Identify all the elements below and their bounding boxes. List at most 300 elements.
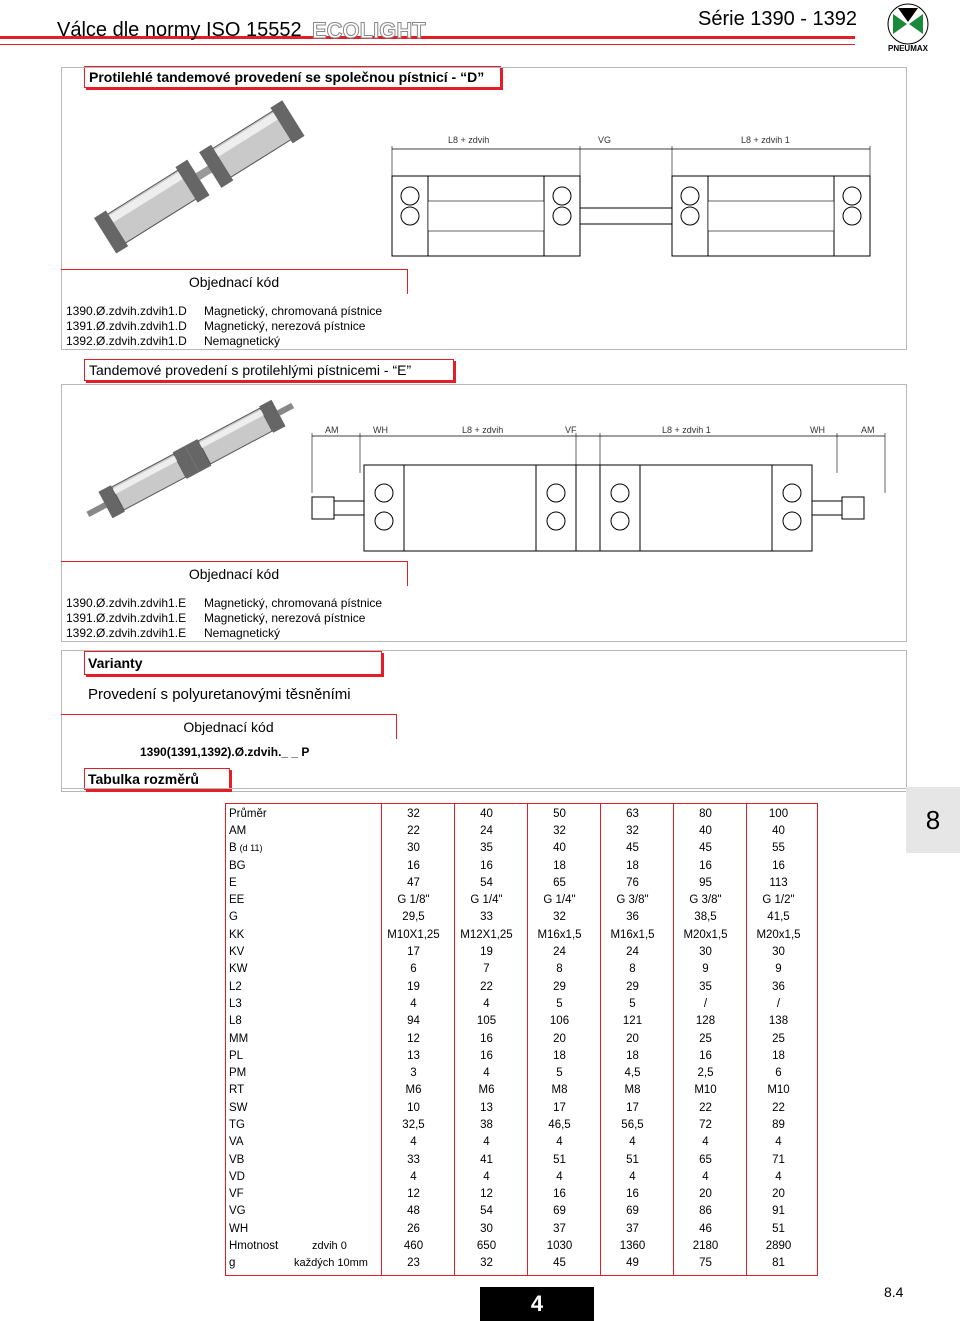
tandem-e-drawing	[300, 433, 900, 563]
table-cell: 16	[480, 1049, 493, 1062]
table-cell: 20	[553, 1032, 566, 1045]
dim-wh: WH	[810, 425, 825, 435]
table-cell: 40	[699, 824, 712, 837]
table-cell: 4	[483, 1170, 490, 1183]
table-cell: 63	[626, 807, 639, 820]
table-cell: 4,5	[624, 1067, 641, 1080]
table-cell: 8	[556, 963, 563, 976]
table-cell: M6	[405, 1084, 422, 1097]
table-cell: 29	[626, 980, 639, 993]
tandem-d-drawing	[380, 146, 890, 261]
section-e-order-header: Objednací kód	[61, 561, 408, 586]
table-cell: 26	[407, 1222, 420, 1235]
row-label-text: L2	[229, 980, 242, 993]
table-cell: 36	[626, 911, 639, 924]
table-cell: 650	[476, 1240, 497, 1253]
row-label-text: SW	[229, 1101, 248, 1114]
table-cell: G 1/2"	[762, 894, 795, 907]
table-cell: 32	[480, 1257, 493, 1270]
table-cell: G 1/4"	[470, 894, 503, 907]
table-cell: G 1/8"	[397, 894, 430, 907]
section-e-order-list	[66, 596, 382, 641]
table-cell: 128	[695, 1015, 716, 1028]
row-label	[227, 909, 377, 926]
table-cell: 6	[775, 1067, 782, 1080]
table-cell: 16	[407, 859, 420, 872]
row-label-text: VG	[229, 1205, 246, 1218]
table-cell: 5	[556, 997, 563, 1010]
row-label-text: G	[229, 911, 238, 924]
table-cell: 16	[553, 1188, 566, 1201]
table-cell: 30	[407, 842, 420, 855]
table-cell: 38	[480, 1118, 493, 1131]
dimensions-table	[227, 805, 815, 1272]
row-label	[227, 874, 377, 891]
table-cell: 4	[483, 997, 490, 1010]
row-label-text: EE	[229, 894, 245, 907]
page-header	[0, 0, 960, 58]
table-title: Tabulka rozměrů	[88, 771, 199, 787]
table-cell: 30	[480, 1222, 493, 1235]
table-cell: 4	[410, 1136, 417, 1149]
row-label	[227, 822, 377, 839]
table-cell: 5	[556, 1067, 563, 1080]
dim-l8-zdvih1: L8 + zdvih 1	[662, 425, 711, 435]
table-cell: 8	[629, 963, 636, 976]
row-label	[227, 1237, 377, 1254]
tandem-d-photo	[90, 100, 310, 260]
table-cell: 105	[476, 1015, 497, 1028]
order-line	[66, 304, 382, 319]
row-label	[227, 1203, 377, 1220]
table-cell: G 1/4"	[543, 894, 576, 907]
row-label	[227, 961, 377, 978]
row-label-text: VF	[229, 1188, 244, 1201]
row-label-text: VD	[229, 1170, 245, 1183]
table-row	[227, 857, 815, 874]
table-cell: 36	[772, 980, 785, 993]
table-cell: M20x1,5	[683, 928, 728, 941]
row-label-text: Hmotnost	[229, 1240, 279, 1253]
table-cell: 18	[626, 1049, 639, 1062]
row-label-text: KW	[229, 963, 248, 976]
table-cell: 22	[407, 824, 420, 837]
table-cell: 9	[775, 963, 782, 976]
table-cell: 16	[699, 1049, 712, 1062]
row-label	[227, 1255, 377, 1272]
table-row	[227, 1186, 815, 1203]
table-row	[227, 909, 815, 926]
table-cell: 51	[553, 1153, 566, 1166]
table-cell: 41	[480, 1153, 493, 1166]
table-title-box	[84, 768, 230, 790]
dim-wh: WH	[373, 425, 388, 435]
table-cell: 5	[629, 997, 636, 1010]
table-cell: 32	[626, 824, 639, 837]
table-cell: 25	[699, 1032, 712, 1045]
order-code: 1390.Ø.zdvih.zdvih1.D	[66, 304, 187, 318]
table-cell: 12	[407, 1032, 420, 1045]
variants-title: Varianty	[88, 655, 143, 671]
order-code: 1391.Ø.zdvih.zdvih1.E	[66, 611, 187, 625]
section-d-title: Protilehlé tandemové provedení se společnou pístnicí - “D”	[89, 69, 485, 85]
row-label	[227, 1134, 377, 1151]
table-cell: 45	[699, 842, 712, 855]
row-label	[227, 840, 377, 857]
table-cell: 32,5	[402, 1118, 425, 1131]
row-label-text: WH	[229, 1222, 249, 1235]
row-label	[227, 1220, 377, 1237]
table-row	[227, 1116, 815, 1133]
table-cell: 30	[699, 946, 712, 959]
series-label: Série 1390 - 1392	[698, 8, 858, 30]
table-row	[227, 840, 815, 857]
table-section-rule	[61, 788, 907, 789]
table-cell: M20x1,5	[756, 928, 801, 941]
table-cell: 76	[626, 876, 639, 889]
table-cell: 86	[699, 1205, 712, 1218]
table-row	[227, 1237, 815, 1254]
variants-order-header: Objednací kód	[61, 714, 397, 739]
row-label	[227, 1013, 377, 1030]
table-cell: 40	[772, 824, 785, 837]
table-cell: 18	[772, 1049, 785, 1062]
row-sublabel: zdvih 0	[312, 1240, 347, 1253]
section-d-order-list	[66, 304, 382, 349]
table-cell: G 3/8"	[689, 894, 722, 907]
table-cell: 89	[772, 1118, 785, 1131]
table-row	[227, 1255, 815, 1272]
table-cell: 37	[553, 1222, 566, 1235]
table-cell: 13	[480, 1101, 493, 1114]
row-label-text: E	[229, 876, 237, 889]
table-cell: 55	[772, 842, 785, 855]
page-box: 4	[480, 1287, 594, 1321]
table-cell: 94	[407, 1015, 420, 1028]
page-number: 8.4	[884, 1284, 904, 1300]
table-cell: 56,5	[621, 1118, 644, 1131]
page-title: Válce dle normy ISO 15552	[57, 19, 302, 41]
table-cell: 3	[410, 1067, 417, 1080]
table-cell: 69	[553, 1205, 566, 1218]
table-row	[227, 822, 815, 839]
table-row	[227, 891, 815, 908]
table-cell: 48	[407, 1205, 420, 1218]
table-cell: 18	[553, 1049, 566, 1062]
dim-am: AM	[325, 425, 339, 435]
table-cell: 20	[699, 1188, 712, 1201]
row-label-note: (d 11)	[239, 843, 263, 854]
table-cell: 16	[480, 1032, 493, 1045]
order-code: 1390.Ø.zdvih.zdvih1.E	[66, 596, 187, 610]
row-label	[227, 926, 377, 943]
table-row	[227, 805, 815, 822]
table-cell: 29	[553, 980, 566, 993]
table-cell: 4	[629, 1170, 636, 1183]
pneumax-logo	[857, 0, 960, 54]
table-cell: 35	[699, 980, 712, 993]
order-line	[66, 319, 382, 334]
table-cell: M12X1,25	[460, 928, 513, 941]
table-cell: 4	[702, 1170, 709, 1183]
table-cell: 20	[626, 1032, 639, 1045]
table-row	[227, 1030, 815, 1047]
table-cell: M10	[694, 1084, 717, 1097]
row-label-text: MM	[229, 1032, 249, 1045]
ecolight-logo	[310, 16, 450, 44]
order-line	[66, 611, 382, 626]
table-cell: 17	[407, 946, 420, 959]
section-e-title-box	[84, 359, 454, 381]
table-cell: 37	[626, 1222, 639, 1235]
table-row	[227, 1082, 815, 1099]
row-label-text: AM	[229, 824, 247, 837]
table-cell: 40	[553, 842, 566, 855]
table-cell: 38,5	[694, 911, 717, 924]
table-cell: 16	[699, 859, 712, 872]
table-row	[227, 1168, 815, 1185]
table-cell: 1360	[619, 1240, 646, 1253]
row-sublabel: každých 10mm	[294, 1257, 368, 1270]
row-label	[227, 943, 377, 960]
table-cell: 12	[407, 1188, 420, 1201]
table-cell: G 3/8"	[616, 894, 649, 907]
table-cell: 33	[407, 1153, 420, 1166]
tandem-e-photo	[78, 398, 303, 538]
ecolight-logo-text: ECOLIGHT	[312, 18, 426, 43]
table-cell: 16	[772, 859, 785, 872]
table-cell: 45	[626, 842, 639, 855]
table-cell: 7	[483, 963, 490, 976]
table-cell: 2890	[765, 1240, 792, 1253]
row-label-text: g	[229, 1257, 236, 1270]
row-label-text: RT	[229, 1084, 245, 1097]
table-cell: 40	[480, 807, 493, 820]
table-row	[227, 1013, 815, 1030]
row-label-text: Průměr	[229, 807, 267, 820]
table-cell: 54	[480, 1205, 493, 1218]
table-cell: 81	[772, 1257, 785, 1270]
table-cell: 4	[483, 1136, 490, 1149]
order-desc: Magnetický, nerezová pístnice	[204, 611, 366, 625]
table-cell: 49	[626, 1257, 639, 1270]
table-cell: 32	[407, 807, 420, 820]
order-line	[66, 334, 382, 349]
table-cell: 22	[772, 1101, 785, 1114]
table-cell: M8	[624, 1084, 641, 1097]
table-cell: 100	[768, 807, 789, 820]
table-cell: 2,5	[697, 1067, 714, 1080]
row-label	[227, 978, 377, 995]
row-label-text: VA	[229, 1136, 244, 1149]
table-cell: /	[703, 997, 708, 1010]
table-cell: 91	[772, 1205, 785, 1218]
row-label	[227, 1099, 377, 1116]
table-cell: 4	[775, 1136, 782, 1149]
table-cell: 18	[553, 859, 566, 872]
table-cell: 1030	[546, 1240, 573, 1253]
table-cell: 13	[407, 1049, 420, 1062]
row-label	[227, 1168, 377, 1185]
table-cell: 138	[768, 1015, 789, 1028]
table-cell: 29,5	[402, 911, 425, 924]
table-cell: 45	[553, 1257, 566, 1270]
order-desc: Magnetický, nerezová pístnice	[204, 319, 366, 333]
table-cell: 47	[407, 876, 420, 889]
table-cell: 24	[626, 946, 639, 959]
order-desc: Magnetický, chromovaná pístnice	[204, 596, 383, 610]
table-cell: 95	[699, 876, 712, 889]
table-cell: 35	[480, 842, 493, 855]
order-desc: Magnetický, chromovaná pístnice	[204, 304, 383, 318]
table-cell: 22	[480, 980, 493, 993]
table-cell: 51	[772, 1222, 785, 1235]
row-label-text: KK	[229, 928, 245, 941]
table-cell: 24	[480, 824, 493, 837]
header-rule-thin	[0, 44, 855, 45]
table-cell: 23	[407, 1257, 420, 1270]
table-cell: 18	[626, 859, 639, 872]
row-label-text: L8	[229, 1015, 242, 1028]
row-label-text: TG	[229, 1118, 245, 1131]
row-label	[227, 1082, 377, 1099]
row-label	[227, 1030, 377, 1047]
table-cell: 75	[699, 1257, 712, 1270]
table-row	[227, 943, 815, 960]
row-label-text: L3	[229, 997, 242, 1010]
row-label-text: B	[229, 842, 237, 855]
order-desc: Nemagnetický	[204, 626, 281, 640]
row-label	[227, 1186, 377, 1203]
order-code: 1392.Ø.zdvih.zdvih1.E	[66, 626, 187, 640]
table-row	[227, 926, 815, 943]
row-label-text: BG	[229, 859, 246, 872]
table-cell: 80	[699, 807, 712, 820]
table-row	[227, 1064, 815, 1081]
row-label-text: PL	[229, 1049, 244, 1062]
table-cell: 41,5	[767, 911, 790, 924]
table-cell: M16x1,5	[537, 928, 582, 941]
table-cell: M10X1,25	[387, 928, 440, 941]
table-cell: 32	[553, 911, 566, 924]
table-cell: M6	[478, 1084, 495, 1097]
row-label	[227, 1116, 377, 1133]
table-cell: 19	[480, 946, 493, 959]
table-row	[227, 1151, 815, 1168]
table-cell: 24	[553, 946, 566, 959]
table-cell: 4	[410, 997, 417, 1010]
table-row	[227, 1203, 815, 1220]
table-row	[227, 874, 815, 891]
order-code: 1392.Ø.zdvih.zdvih1.D	[66, 334, 187, 348]
row-label-text: KV	[229, 946, 245, 959]
table-cell: 50	[553, 807, 566, 820]
row-label-text: PM	[229, 1067, 247, 1080]
table-cell: 4	[629, 1136, 636, 1149]
table-row	[227, 978, 815, 995]
table-cell: 17	[626, 1101, 639, 1114]
dim-l8-zdvih: L8 + zdvih	[448, 135, 490, 145]
table-row	[227, 1099, 815, 1116]
table-cell: 121	[622, 1015, 643, 1028]
table-cell: 12	[480, 1188, 493, 1201]
table-cell: 22	[699, 1101, 712, 1114]
row-label	[227, 1151, 377, 1168]
order-code: 1391.Ø.zdvih.zdvih1.D	[66, 319, 187, 333]
table-cell: /	[776, 997, 781, 1010]
row-label-text: VB	[229, 1153, 245, 1166]
table-cell: 72	[699, 1118, 712, 1131]
table-cell: 65	[699, 1153, 712, 1166]
order-line	[66, 596, 382, 611]
table-cell: 46,5	[548, 1118, 571, 1131]
table-row	[227, 961, 815, 978]
table-cell: 16	[626, 1188, 639, 1201]
table-cell: 106	[549, 1015, 570, 1028]
table-cell: M10	[767, 1084, 790, 1097]
dim-l8-zdvih: L8 + zdvih	[462, 425, 504, 435]
table-cell: 4	[702, 1136, 709, 1149]
dim-l8-zdvih1: L8 + zdvih 1	[741, 135, 790, 145]
table-cell: 4	[556, 1136, 563, 1149]
row-label	[227, 995, 377, 1012]
table-cell: M16x1,5	[610, 928, 655, 941]
table-cell: 19	[407, 980, 420, 993]
table-cell: 32	[553, 824, 566, 837]
row-label	[227, 805, 377, 822]
table-cell: 9	[702, 963, 709, 976]
table-cell: 2180	[692, 1240, 719, 1253]
table-cell: 54	[480, 876, 493, 889]
table-row	[227, 1220, 815, 1237]
table-cell: 460	[403, 1240, 424, 1253]
table-row	[227, 1134, 815, 1151]
table-cell: 20	[772, 1188, 785, 1201]
table-cell: 6	[410, 963, 417, 976]
order-line	[66, 626, 382, 641]
table-cell: 10	[407, 1101, 420, 1114]
pneumax-logo-text: PNEUMAX	[887, 44, 929, 53]
table-cell: M8	[551, 1084, 568, 1097]
variants-subtitle: Provedení s polyuretanovými těsněními	[88, 686, 351, 703]
table-cell: 4	[556, 1170, 563, 1183]
row-label	[227, 857, 377, 874]
table-row	[227, 995, 815, 1012]
order-desc: Nemagnetický	[204, 334, 281, 348]
table-cell: 4	[410, 1170, 417, 1183]
section-d-order-header: Objednací kód	[61, 269, 408, 294]
table-cell: 16	[480, 859, 493, 872]
section-e-title: Tandemové provedení s protilehlými pístnicemi - “E”	[89, 362, 412, 378]
table-cell: 46	[699, 1222, 712, 1235]
chapter-tab: 8	[906, 787, 960, 853]
row-label	[227, 1064, 377, 1081]
row-label	[227, 1047, 377, 1064]
dim-vf: VF	[565, 425, 577, 435]
table-cell: 65	[553, 876, 566, 889]
row-label	[227, 891, 377, 908]
variants-order-code: 1390(1391,1392).Ø.zdvih._ _ P	[140, 745, 310, 759]
table-cell: 51	[626, 1153, 639, 1166]
table-cell: 71	[772, 1153, 785, 1166]
table-cell: 33	[480, 911, 493, 924]
table-cell: 69	[626, 1205, 639, 1218]
table-cell: 113	[769, 876, 788, 889]
table-cell: 4	[483, 1067, 490, 1080]
table-cell: 4	[775, 1170, 782, 1183]
table-row	[227, 1047, 815, 1064]
table-cell: 17	[553, 1101, 566, 1114]
